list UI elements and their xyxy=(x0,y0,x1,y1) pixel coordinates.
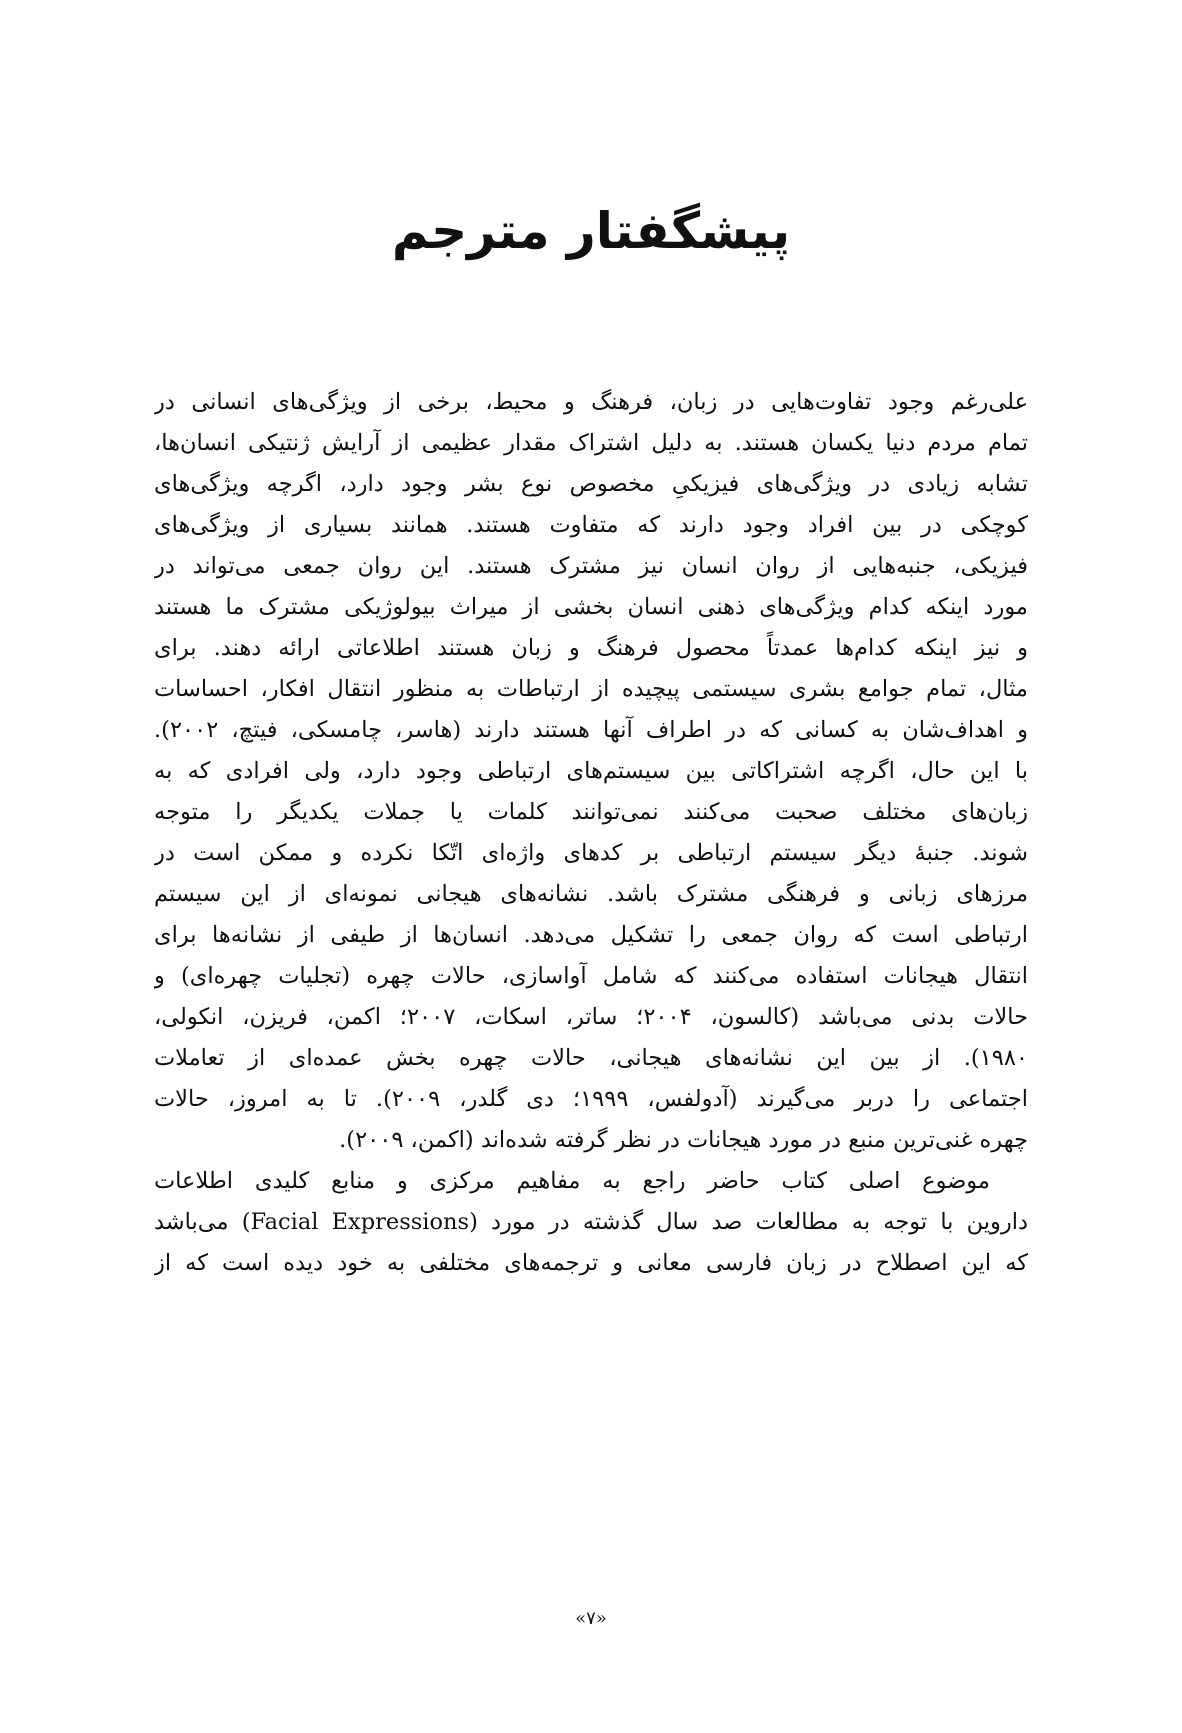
text-line: ۱۹۸۰). از بین این نشانه‌های هیجانی، حالات چهره بخش عمده‌ای از تعاملات xyxy=(154,1045,1028,1071)
text-line: تمام مردم دنیا یکسان هستند. به دلیل اشتراک مقدار عظیمی از آرایش ژنتیکی انسان‌ها، xyxy=(154,430,1028,456)
text-line: و نیز اینکه کدام‌ها عمدتاً محصول فرهنگ و زبان هستند اطلاعاتی ارائه دهند. برای xyxy=(154,635,1028,661)
text-line: کوچکی در بین افراد وجود دارند که متفاوت هستند. همانند بسیاری از ویژگی‌های xyxy=(154,512,1028,538)
text-line: با این حال، اگرچه اشتراکاتی بین سیستم‌های ارتباطی وجود دارد، ولی افرادی که به xyxy=(154,758,1028,784)
text-line: ارتباطی است که روان جمعی را تشکیل می‌دهد. انسان‌ها از طیفی از نشانه‌ها برای xyxy=(154,922,1028,948)
text-line: مورد اینکه کدام ویژگی‌های ذهنی انسان بخشی از میراث بیولوژیکی مشترک ما هستند xyxy=(154,594,1028,620)
text-line: چهره غنی‌ترین منبع در مورد هیجانات در نظر گرفته شده‌اند (اکمن، ۲۰۰۹). xyxy=(339,1127,1028,1153)
text-line: اجتماعی را دربر می‌گیرند (آدولفس، ۱۹۹۹؛ دی گلدر، ۲۰۰۹). تا به امروز، حالات xyxy=(154,1086,1028,1112)
text-line: انتقال هیجانات استفاده می‌کنند که شامل آواسازی، حالات چهره (تجلیات چهره‌ای) و xyxy=(154,963,1028,989)
text-line: داروین با توجه به مطالعات صد سال گذشته در مورد (Facial Expressions) می‌باشد xyxy=(154,1209,1028,1235)
text-line: که این اصطلاح در زبان فارسی معانی و ترجمه‌های مختلفی به خود دیده است که از xyxy=(154,1250,1028,1276)
text-line: تشابه زیادی در ویژگی‌های فیزیکیِ مخصوص نوع بشر وجود دارد، اگرچه ویژگی‌های xyxy=(154,471,1028,497)
text-line: مثال، تمام جوامع بشری سیستمی پیچیده از ارتباطات به منظور انتقال افکار، احساسات xyxy=(154,676,1028,702)
text-line: فیزیکی، جنبه‌هایی از روان انسان نیز مشترک هستند. این روان جمعی می‌تواند در xyxy=(154,553,1028,579)
text-line: حالات بدنی می‌باشد (کالسون، ۲۰۰۴؛ ساتر، اسکات، ۲۰۰۷؛ اکمن، فریزن، انکولی، xyxy=(154,1004,1028,1030)
text-line: شوند. جنبهٔ دیگر سیستم ارتباطی بر کدهای واژه‌ای اتّکا نکرده و ممکن است در xyxy=(154,840,1028,866)
text-line: علی‌رغم وجود تفاوت‌هایی در زبان، فرهنگ و محیط، برخی از ویژگی‌های انسانی در xyxy=(154,389,1028,415)
text-line: و اهداف‌شان به کسانی که در اطراف آنها هستند دارند (هاسر، چامسکی، فیتچ، ۲۰۰۲). xyxy=(154,717,1028,743)
text-line: مرزهای زبانی و فرهنگی مشترک باشد. نشانه‌های هیجانی نمونه‌ای از این سیستم xyxy=(154,881,1028,907)
text-line: زبان‌های مختلف صحبت می‌کنند نمی‌توانند کلمات یا جملات یکدیگر را متوجه xyxy=(154,799,1028,825)
page-title: پیشگفتار مترجم xyxy=(391,202,791,260)
page-number: «۷» xyxy=(575,1608,607,1629)
text-line: موضوع اصلی کتاب حاضر راجع به مفاهیم مرکزی و منابع کلیدی اطلاعات xyxy=(154,1168,990,1194)
